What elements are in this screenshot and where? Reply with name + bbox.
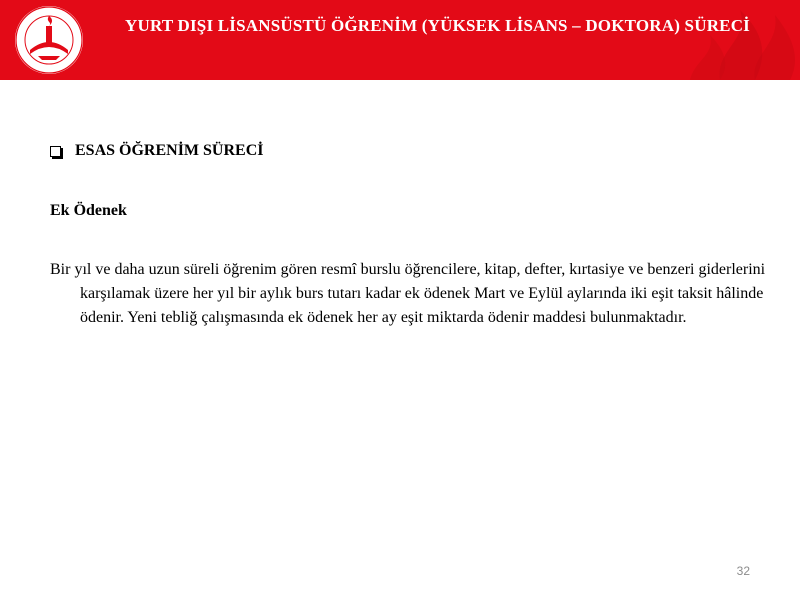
subheading: Ek Ödenek	[50, 202, 127, 219]
slide-body	[0, 80, 800, 600]
page-title: YURT DIŞI LİSANSÜSTÜ ÖĞRENİM (YÜKSEK LİSANS – DOKTORA) SÜRECİ	[125, 16, 750, 35]
page-number: 32	[736, 564, 750, 578]
section-heading: ESAS ÖĞRENİM SÜRECİ	[75, 142, 264, 159]
flame-decoration-icon	[660, 0, 800, 80]
meb-logo-icon	[12, 4, 86, 76]
slide-header	[0, 0, 800, 80]
bullet-item	[50, 142, 263, 160]
checkbox-bullet-icon	[50, 146, 61, 157]
body-paragraph: Bir yıl ve daha uzun süreli öğrenim gören resmî burslu öğrencilere, kitap, defter, kırtasiye ve benzeri giderlerini karşılamak üzere her yıl bir aylık burs tutarı kadar ek ödenek Mart ve Eylül aylarında iki eşit taksit hâlinde ödenir. Yeni tebliğ çalışmasında ek ödenek her ay eşit miktarda ödenir maddesi bulunmaktadır.	[50, 261, 766, 326]
